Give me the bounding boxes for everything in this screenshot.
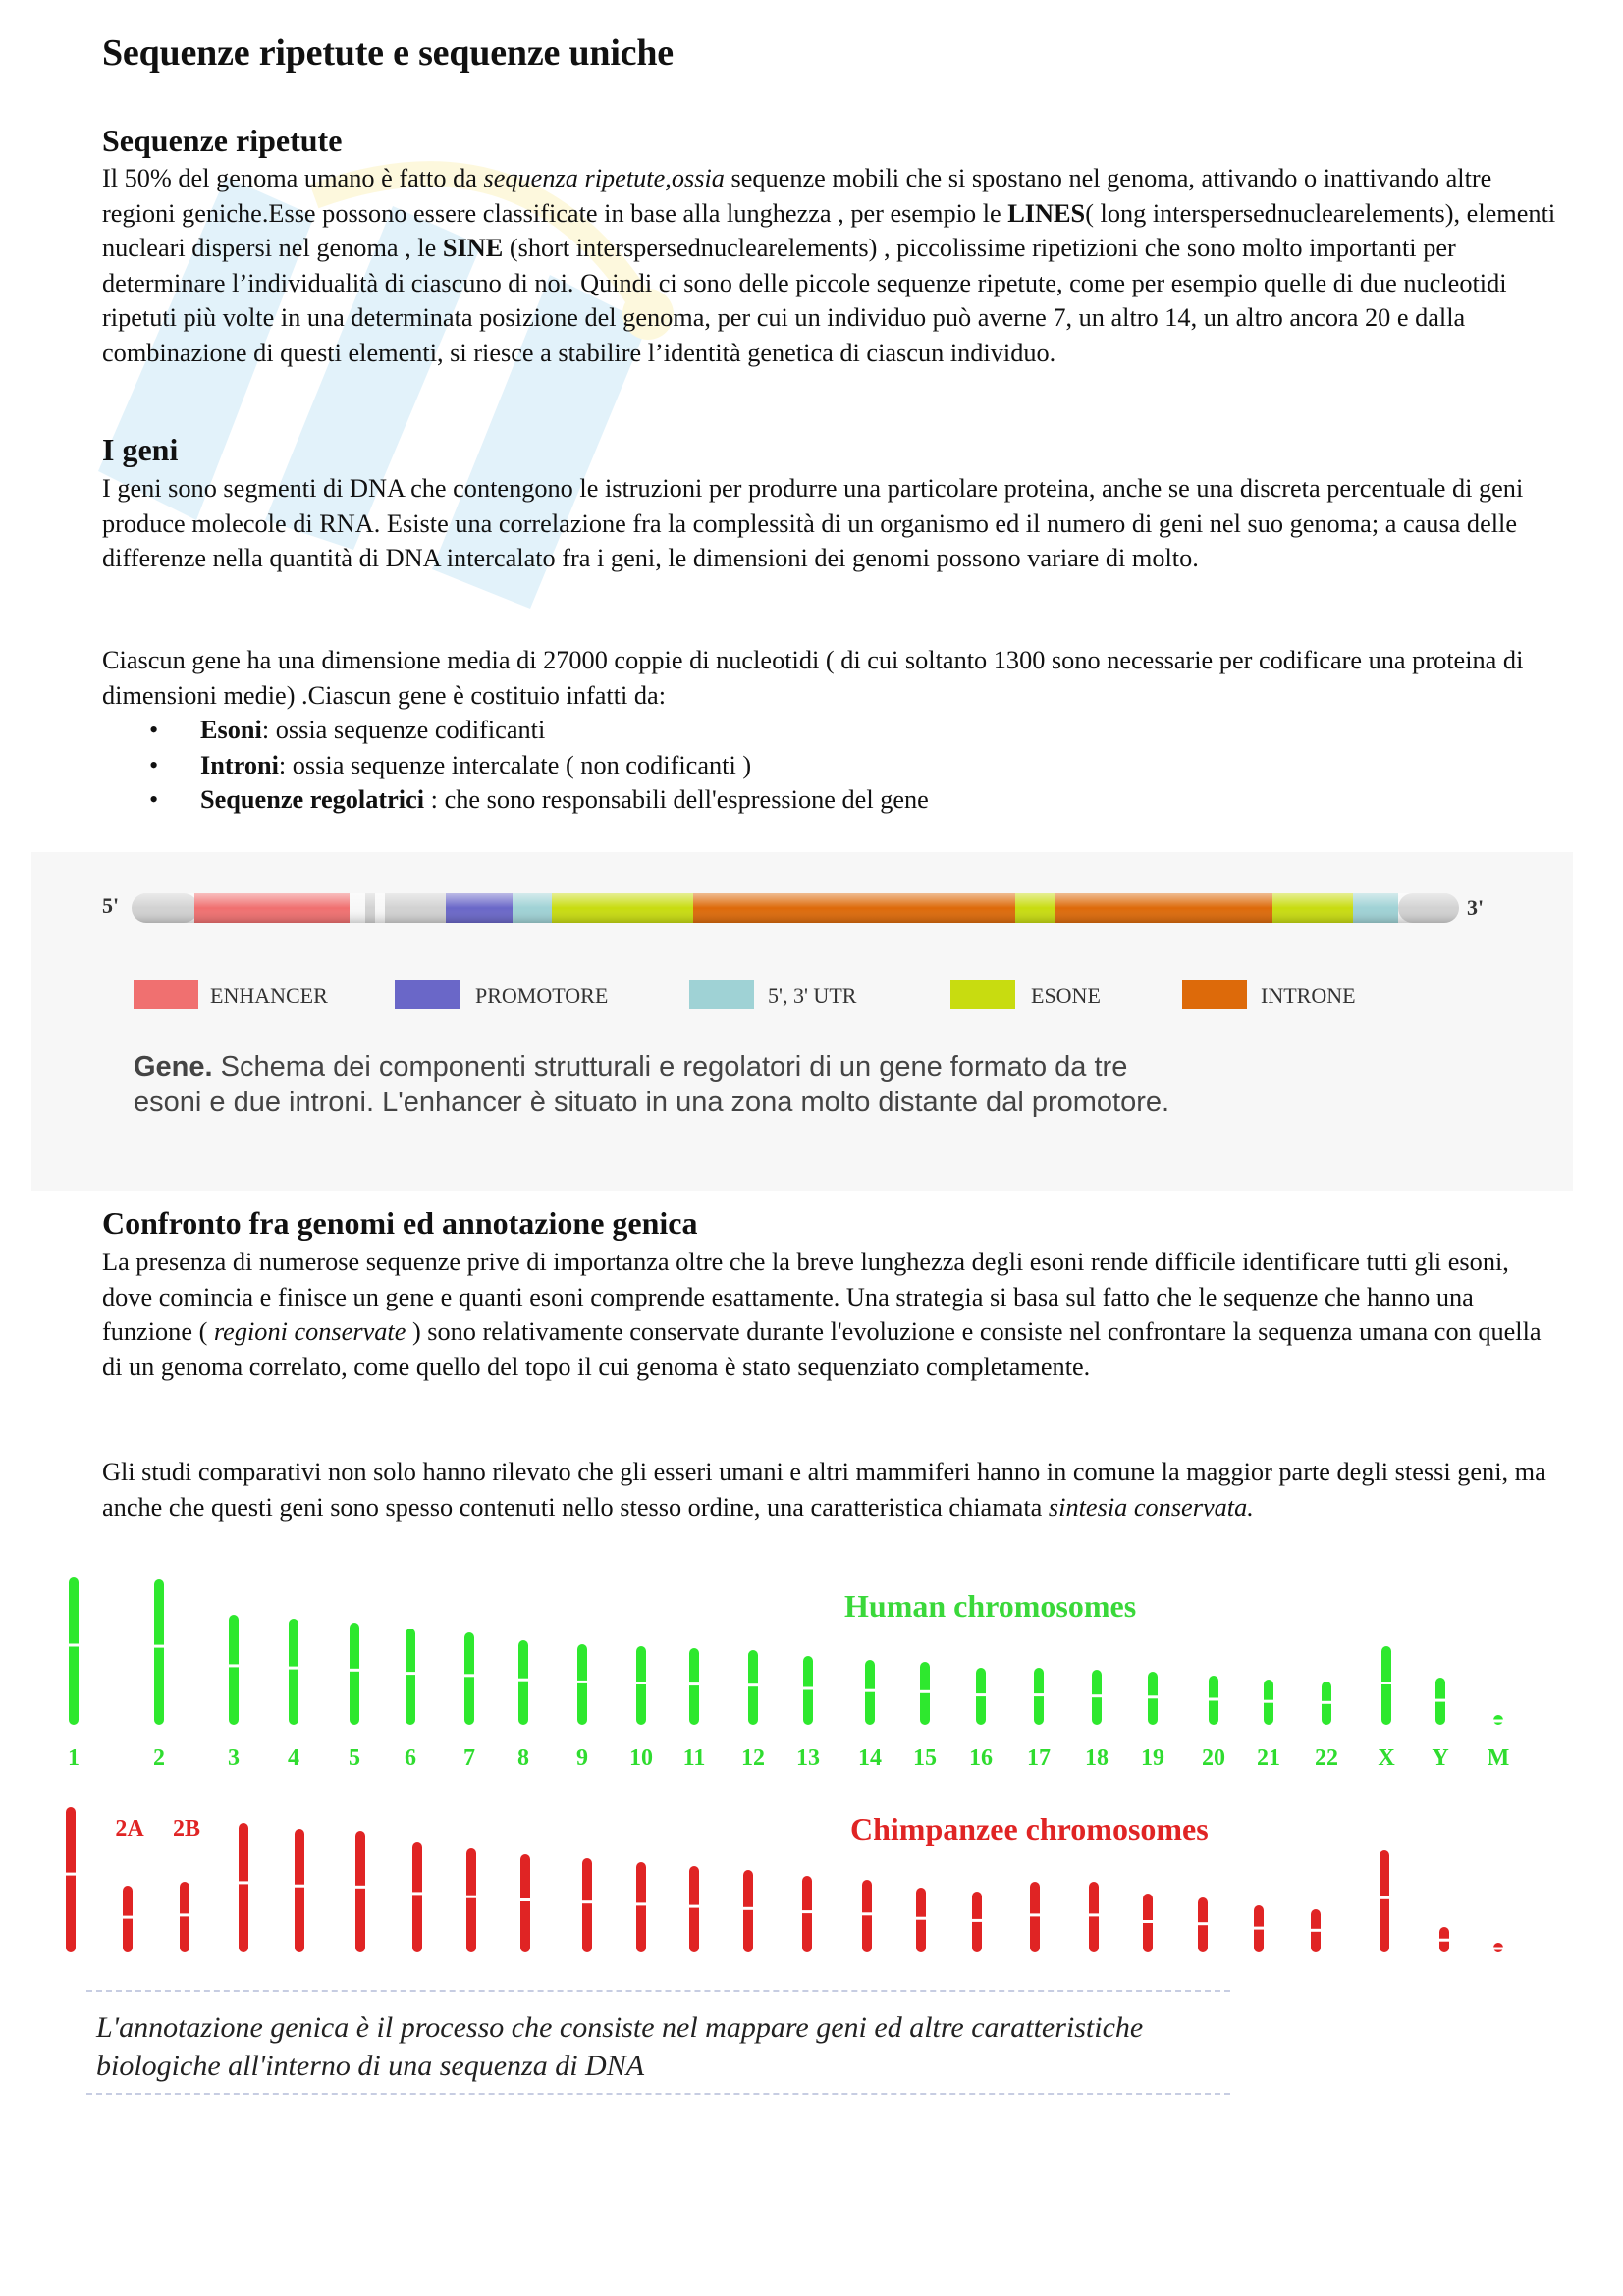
human-centromere-X bbox=[1380, 1682, 1392, 1684]
chimp-chromosome bbox=[636, 1862, 646, 1952]
chimp-chromosome-label: 2A bbox=[115, 1816, 144, 1842]
human-chromosome-10 bbox=[636, 1646, 646, 1725]
chimp-centromere bbox=[635, 1902, 647, 1905]
human-centromere-2 bbox=[153, 1645, 165, 1648]
chimp-centromere bbox=[465, 1896, 477, 1898]
chimp-centromere bbox=[971, 1919, 983, 1922]
chimp-centromere bbox=[354, 1886, 366, 1889]
human-chromosome-9 bbox=[577, 1644, 587, 1725]
paragraph-gene-dimensione: Ciascun gene ha una dimensione media di 27000 coppie di nucleotidi ( di cui soltanto 1300 sono necessarie per codificare una proteina di dimensioni medie) .Ciascun gene è costituio infatti da: bbox=[102, 646, 1524, 710]
chimp-chromosome bbox=[689, 1866, 699, 1952]
human-chromosome-5 bbox=[350, 1623, 359, 1725]
human-chromosome-1 bbox=[69, 1577, 79, 1725]
gene-caption-text1: Schema dei componenti strutturali e regolatori di un gene formato da tre bbox=[212, 1051, 1128, 1083]
legend-label-introne: INTRONE bbox=[1261, 984, 1356, 1008]
chimp-centromere bbox=[519, 1898, 531, 1901]
chimp-centromere bbox=[294, 1885, 305, 1888]
human-chromosome-label: M bbox=[1487, 1745, 1510, 1771]
human-centromere-17 bbox=[1033, 1693, 1045, 1696]
human-centromere-6 bbox=[405, 1672, 416, 1675]
chimp-chromosome bbox=[295, 1829, 304, 1952]
human-chromosome-12 bbox=[748, 1650, 758, 1725]
human-centromere-15 bbox=[919, 1690, 931, 1693]
human-centromere-M bbox=[1492, 1720, 1504, 1723]
chimp-centromere bbox=[1379, 1896, 1390, 1899]
chimp-centromere bbox=[122, 1916, 134, 1919]
human-centromere-20 bbox=[1208, 1698, 1219, 1701]
human-centromere-8 bbox=[517, 1679, 529, 1682]
human-centromere-22 bbox=[1321, 1701, 1332, 1704]
chimp-centromere bbox=[1197, 1922, 1209, 1925]
human-chromosome-label: 22 bbox=[1315, 1745, 1338, 1771]
chimp-chromosome bbox=[66, 1807, 76, 1952]
paragraph-geni-intro: I geni sono segmenti di DNA che contengono le istruzioni per produrre una particolare proteina, anche se una discreta percentuale di geni produce molecole di RNA. Esiste una correlazione fra la complessità di un organismo ed il numero di geni nel suo genoma; a causa delle differenze nella quantità di DNA intercalato fra i geni, le dimensioni dei genomi possono variare di molto. bbox=[102, 474, 1524, 572]
chimp-centromere bbox=[65, 1873, 77, 1876]
human-centromere-14 bbox=[864, 1689, 876, 1692]
human-chromosome-label: 15 bbox=[913, 1745, 937, 1771]
legend-swatch-promotore bbox=[395, 980, 460, 1009]
chimp-centromere bbox=[1253, 1927, 1265, 1930]
legend-swatch-utr bbox=[689, 980, 754, 1009]
note-bottom-divider bbox=[86, 2093, 1230, 2095]
chimp-centromere bbox=[1492, 1948, 1504, 1950]
human-chromosome-label: 20 bbox=[1202, 1745, 1225, 1771]
human-chromosome-2 bbox=[154, 1579, 164, 1725]
chimp-centromere bbox=[1310, 1929, 1322, 1932]
human-chromosome-label: 3 bbox=[228, 1745, 240, 1771]
human-chromosome-3 bbox=[229, 1615, 239, 1725]
chimp-chromosome bbox=[412, 1842, 422, 1952]
legend-label-enhancer: ENHANCER bbox=[210, 984, 328, 1008]
chimp-chromosome bbox=[802, 1876, 812, 1952]
chimp-chromosome bbox=[520, 1854, 530, 1952]
chimp-centromere bbox=[1088, 1913, 1100, 1916]
paragraph-studi-comparativi: Gli studi comparativi non solo hanno rilevato che gli esseri umani e altri mammiferi hanno in comune la maggior parte degli stessi geni, ma anche che questi geni sono spesso contenuti nello stesso ordine, una caratteristica chiamata sintesia conservata. bbox=[102, 1458, 1546, 1522]
chimp-centromere bbox=[1438, 1939, 1450, 1942]
human-centromere-3 bbox=[228, 1664, 240, 1667]
human-chromosome-8 bbox=[518, 1640, 528, 1725]
gene-diagram bbox=[31, 852, 1573, 1191]
chimp-centromere bbox=[861, 1912, 873, 1915]
human-chromosome-7 bbox=[464, 1632, 474, 1725]
gene-legend bbox=[134, 980, 1356, 1009]
chimp-centromere bbox=[238, 1881, 249, 1884]
legend-swatch-enhancer bbox=[134, 980, 198, 1009]
human-centromere-11 bbox=[688, 1682, 700, 1685]
human-chromosome-label: 13 bbox=[796, 1745, 820, 1771]
human-centromere-Y bbox=[1434, 1699, 1446, 1702]
human-chromosome-15 bbox=[920, 1662, 930, 1725]
chromosome-comparison-figure bbox=[39, 1563, 1591, 1960]
human-chromosome-label: 10 bbox=[629, 1745, 653, 1771]
chimp-chromosome bbox=[239, 1823, 248, 1952]
end-3-label: 3' bbox=[1467, 895, 1485, 920]
chimp-chromosome bbox=[1089, 1882, 1099, 1952]
human-chromosome-label: 21 bbox=[1257, 1745, 1280, 1771]
chimp-centromere bbox=[179, 1913, 190, 1916]
chimp-chromosome bbox=[1380, 1850, 1389, 1952]
human-centromere-7 bbox=[463, 1674, 475, 1677]
human-chromosome-13 bbox=[803, 1656, 813, 1725]
human-chromosome-4 bbox=[289, 1619, 298, 1725]
heading-sequenze-ripetute: Sequenze ripetute bbox=[102, 123, 343, 158]
end-5-label: 5' bbox=[102, 893, 120, 918]
human-chromosome-label: 14 bbox=[858, 1745, 882, 1771]
gene-caption-line2: esoni e due introni. L'enhancer è situato in una zona molto distante dal promotore. bbox=[134, 1087, 1170, 1118]
paragraph-confronto-genomi: La presenza di numerose sequenze prive di importanza oltre che la breve lunghezza degli esoni rende difficile identificare tutti gli esoni, dove comincia e finisce un gene e quanti esoni comprende esattamente. Una strategia si basa sul fatto che le sequenze che hanno una funzione ( regioni conservate ) sono relativamente conservate durante l'evoluzione e consiste nel confrontare la sequenza umana con quella di un genoma correlato, come quello del topo il cui genoma è stato sequenziato completamente. bbox=[102, 1248, 1542, 1381]
chimp-centromere bbox=[742, 1907, 754, 1910]
human-centromere-12 bbox=[747, 1683, 759, 1686]
human-chromosome-label: 9 bbox=[576, 1745, 588, 1771]
legend-label-esone: ESONE bbox=[1031, 984, 1101, 1008]
chimp-centromere bbox=[1029, 1913, 1041, 1916]
chimp-chromosome bbox=[862, 1880, 872, 1952]
gene-caption-bold: Gene. bbox=[134, 1051, 213, 1083]
legend-swatch-introne bbox=[1182, 980, 1247, 1009]
human-chromosome-label: 16 bbox=[969, 1745, 993, 1771]
chimp-chromosome bbox=[743, 1870, 753, 1952]
human-chromosome-6 bbox=[406, 1629, 415, 1725]
list-item: • Esoni: ossia sequenze codificanti bbox=[102, 713, 929, 748]
human-centromere-19 bbox=[1147, 1695, 1159, 1698]
chimp-chromosomes-title: Chimpanzee chromosomes bbox=[850, 1811, 1209, 1846]
list-item: • Sequenze regolatrici : che sono responsabili dell'espressione del gene bbox=[102, 782, 929, 818]
chimp-chromosome bbox=[123, 1886, 133, 1952]
human-centromere-4 bbox=[288, 1667, 299, 1670]
human-chromosome-14 bbox=[865, 1660, 875, 1725]
gene-components-list bbox=[102, 713, 929, 818]
gene-caption-line1 bbox=[134, 1051, 1127, 1083]
human-chromosome-label: 2 bbox=[153, 1745, 165, 1771]
human-centromere-9 bbox=[576, 1681, 588, 1683]
gene-structure-figure bbox=[31, 852, 1573, 1191]
chimp-centromere bbox=[1142, 1920, 1154, 1923]
chimp-centromere bbox=[688, 1905, 700, 1908]
human-chromosome-label: 6 bbox=[405, 1745, 416, 1771]
human-centromere-13 bbox=[802, 1687, 814, 1690]
human-chromosome-label: 17 bbox=[1027, 1745, 1051, 1771]
human-centromere-10 bbox=[635, 1682, 647, 1684]
legend-label-utr: 5', 3' UTR bbox=[768, 984, 857, 1008]
chimp-chromosome-label: 2B bbox=[172, 1816, 201, 1842]
human-chromosome-X bbox=[1381, 1646, 1391, 1725]
heading-i-geni: I geni bbox=[102, 432, 179, 467]
human-chromosome-11 bbox=[689, 1648, 699, 1725]
chimp-chromosome bbox=[582, 1858, 592, 1952]
human-centromere-21 bbox=[1263, 1700, 1274, 1703]
human-chromosomes-title: Human chromosomes bbox=[844, 1588, 1137, 1624]
human-chromosome-label: 1 bbox=[68, 1745, 80, 1771]
chimp-centromere bbox=[801, 1910, 813, 1913]
heading-confronto-genomi: Confronto fra genomi ed annotazione genica bbox=[102, 1205, 698, 1241]
legend-label-promotore: PROMOTORE bbox=[475, 984, 609, 1008]
human-chromosome-label: 18 bbox=[1085, 1745, 1109, 1771]
chimp-chromosome bbox=[180, 1882, 189, 1952]
chimp-centromere bbox=[411, 1892, 423, 1895]
human-chromosome-label: 11 bbox=[682, 1745, 706, 1771]
page-title: Sequenze ripetute e sequenze uniche bbox=[102, 32, 674, 74]
list-item: • Introni: ossia sequenze intercalate ( non codificanti ) bbox=[102, 748, 929, 783]
human-chromosome-label: 4 bbox=[288, 1745, 299, 1771]
annotation-note: L'annotazione genica è il processo che consiste nel mappare geni ed altre caratteristiche biologiche all'interno di una sequenza di DNA bbox=[96, 2011, 1144, 2082]
chimp-chromosome bbox=[1030, 1882, 1040, 1952]
human-chromosome-label: 5 bbox=[349, 1745, 360, 1771]
human-chromosome-label: 19 bbox=[1141, 1745, 1164, 1771]
chimp-chromosome bbox=[355, 1831, 365, 1952]
human-centromere-1 bbox=[68, 1644, 80, 1647]
chimp-centromere bbox=[915, 1917, 927, 1920]
human-chromosome-label: 12 bbox=[741, 1745, 765, 1771]
chimp-chromosome bbox=[972, 1892, 982, 1952]
chimp-chromosome bbox=[466, 1848, 476, 1952]
chimp-centromere bbox=[581, 1900, 593, 1903]
human-centromere-16 bbox=[975, 1693, 987, 1696]
gene-bar bbox=[132, 893, 1459, 923]
human-chromosome-label: X bbox=[1378, 1745, 1395, 1771]
human-chromosome-label: 7 bbox=[463, 1745, 475, 1771]
paragraph-sequenze-ripetute: Il 50% del genoma umano è fatto da sequenza ripetute,ossia sequenze mobili che si spostano nel genoma, attivando o inattivando altre regioni geniche.Esse possono essere classificate in base alla lunghezza , per esempio le LINES( long interspersednuclearelements), elementi nucleari dispersi nel genoma , le SINE (short interspersednuclearelements) , piccolissime ripetizioni che sono molto importanti per determinare l’individualità di ciascuno di noi. Quindi ci sono delle piccole sequenze ripetute, come per esempio quelle di due nucleotidi ripetuti più volte in una determinata posizione del genoma, per cui un individuo può averne 7, un altro 14, un altro ancora 20 e dalla combinazione di questi elementi, si riesce a stabilire l’identità genetica di ciascun individuo. bbox=[102, 164, 1556, 367]
human-centromere-5 bbox=[349, 1669, 360, 1672]
human-centromere-18 bbox=[1091, 1694, 1103, 1697]
human-chromosome-label: Y bbox=[1432, 1745, 1449, 1771]
human-chromosome-label: 8 bbox=[517, 1745, 529, 1771]
chimp-chromosome bbox=[916, 1888, 926, 1952]
legend-swatch-esone bbox=[950, 980, 1015, 1009]
note-top-divider bbox=[86, 1990, 1230, 1992]
